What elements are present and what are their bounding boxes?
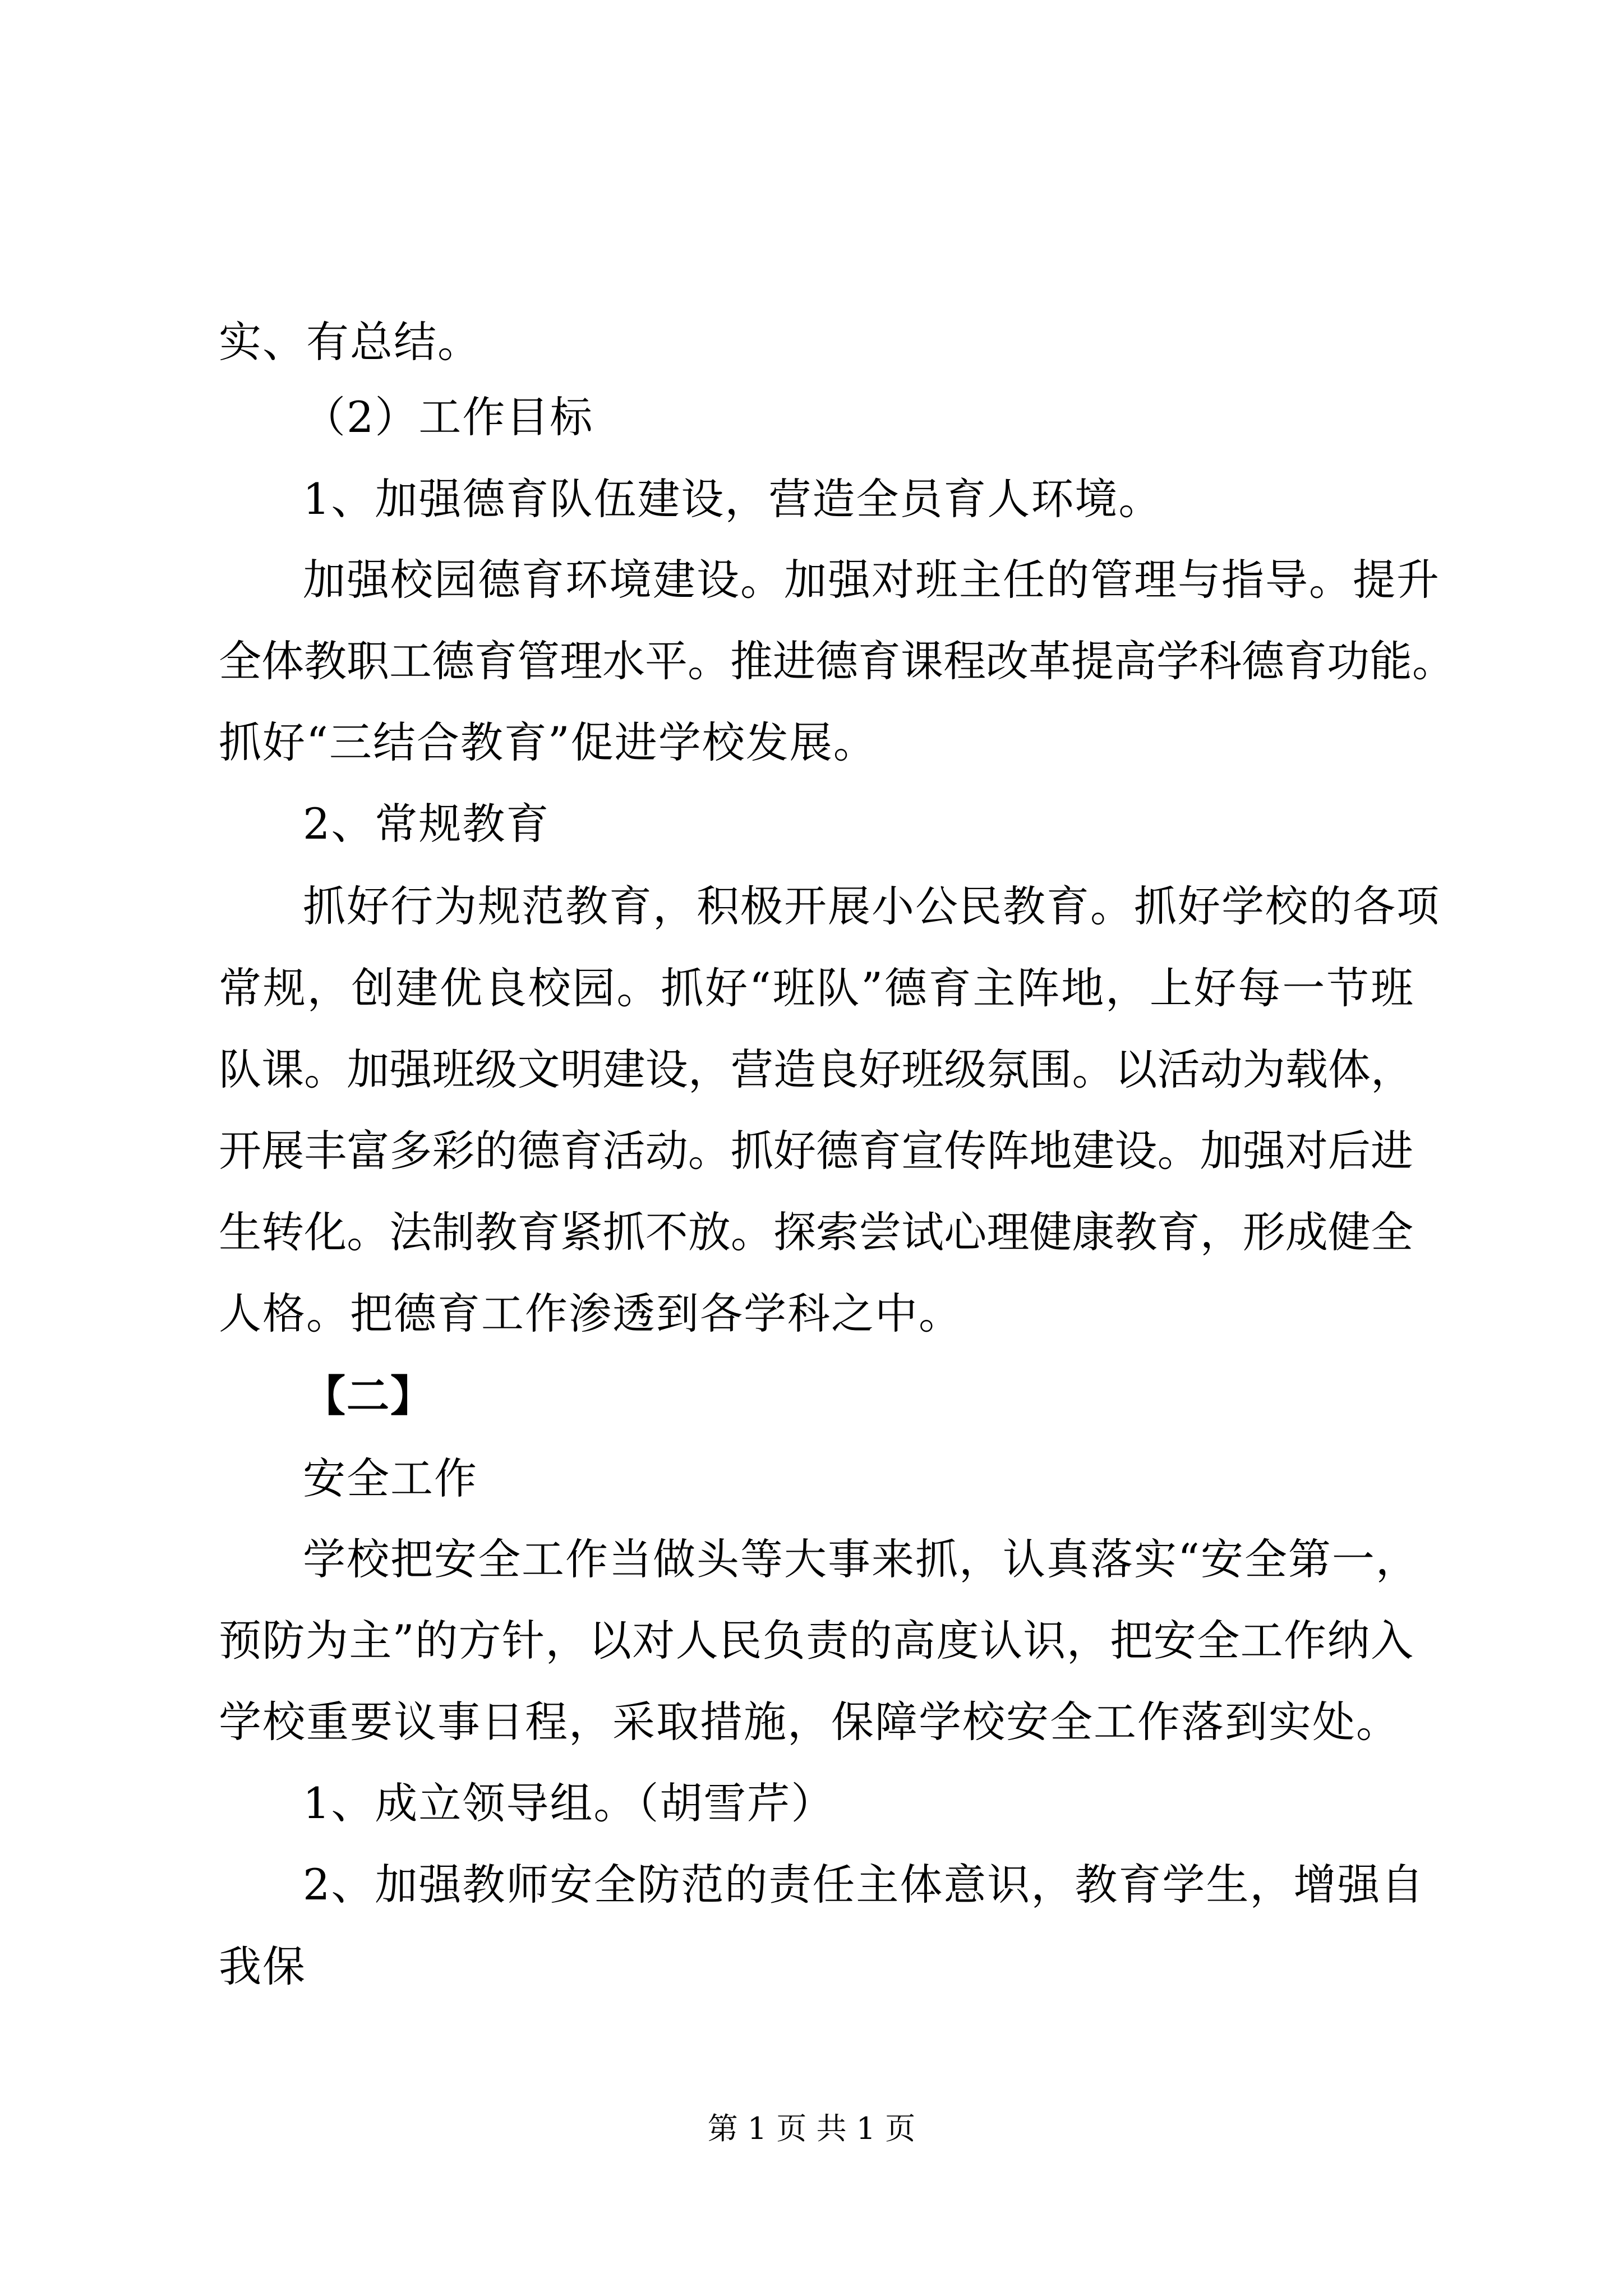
text-line: 队课。加强班级文明建设，营造良好班级氛围。以活动为载体， [219,1045,1413,1094]
text-line: 学校重要议事日程，采取措施，保障学校安全工作落到实处。 [219,1697,1400,1747]
text-line: 生转化。法制教育紧抓不放。探索尝试心理健康教育，形成健全 [219,1207,1413,1257]
text-line: 抓好行为规范教育，积极开展小公民教育。抓好学校的各项 [303,881,1440,931]
text-line: 人格。把德育工作渗透到各学科之中。 [219,1289,962,1338]
text-line: 2、加强教师安全防范的责任主体意识，教育学生，增强自 [303,1860,1425,1910]
section-heading: 安全工作 [303,1453,478,1503]
section-heading: 2、常规教育 [303,799,550,849]
text-line: 预防为主”的方针，以对人民负责的高度认识，把安全工作纳入 [219,1616,1413,1665]
text-line: 我保 [219,1941,306,1991]
text-line: 常规，创建优良校园。抓好“班队”德育主阵地，上好每一节班 [219,963,1413,1013]
text-line: 实、有总结。 [219,317,481,367]
text-line: 抓好“三结合教育”促进学校发展。 [219,717,877,767]
text-line: 加强校园德育环境建设。加强对班主任的管理与指导。提升 [303,555,1440,605]
text-line: 1、成立领导组。（胡雪芹） [303,1778,835,1828]
text-line: 全体教职工德育管理水平。推进德育课程改革提高学科德育功能。 [219,636,1455,686]
page-footer: 第 1 页 共 1 页 [707,2111,916,2146]
section-heading: （2）工作目标 [303,392,594,442]
text-line: 学校把安全工作当做头等大事来抓，认真落实“安全第一， [303,1534,1419,1584]
text-line: 开展丰富多彩的德育活动。抓好德育宣传阵地建设。加强对后进 [219,1126,1413,1176]
text-line: 1、加强德育队伍建设，营造全员育人环境。 [303,474,1163,524]
section-marker: 【二】 [303,1371,434,1421]
